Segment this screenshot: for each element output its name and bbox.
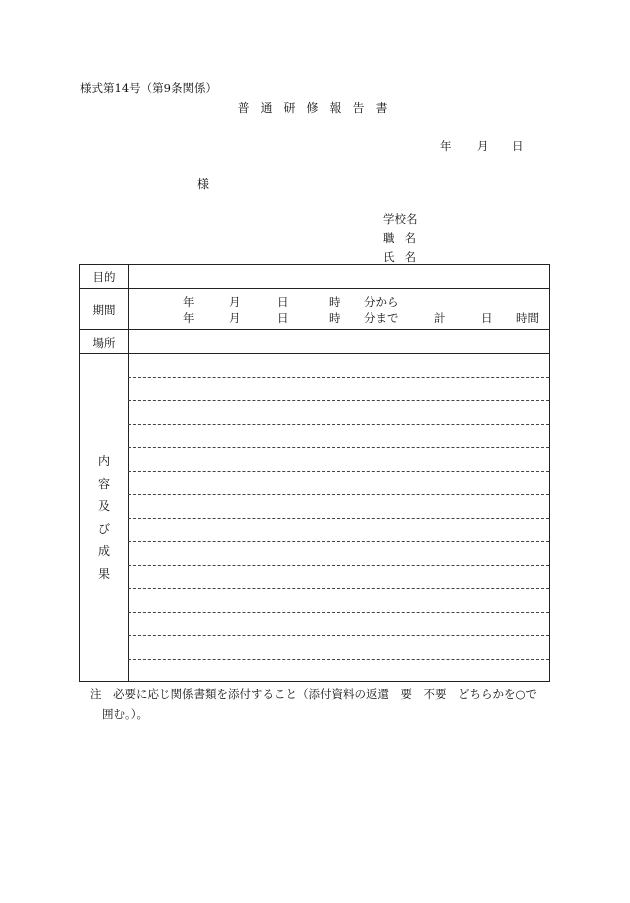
period-start-year: 年	[183, 295, 195, 309]
period-end-month: 月	[229, 311, 241, 325]
period-end-minute: 分まで	[364, 311, 399, 325]
period-label: 期間	[92, 303, 116, 317]
report-table	[79, 264, 550, 682]
date-month-label: 月	[477, 139, 489, 153]
period-total-day: 日	[481, 311, 493, 325]
content-line	[128, 565, 549, 566]
content-line	[128, 659, 549, 660]
period-end-day: 日	[277, 311, 289, 325]
content-label-char: 内	[97, 454, 110, 468]
attachment-note: 注 必要に応じ関係書類を添付すること（添付資料の返還 要 不要 どちらかを○で	[90, 687, 538, 701]
period-total-hours: 時間	[516, 311, 539, 325]
period-start-month: 月	[229, 295, 241, 309]
content-line	[128, 400, 549, 401]
row-divider-period	[80, 329, 549, 330]
content-line	[128, 471, 549, 472]
sender-school-label: 学校名	[383, 212, 418, 226]
place-label: 場所	[92, 336, 116, 350]
label-column-divider	[128, 265, 129, 681]
content-label-char: 容	[97, 476, 110, 491]
content-line	[128, 518, 549, 519]
content-line	[128, 541, 549, 542]
content-line	[128, 612, 549, 613]
period-end-hour: 時	[329, 311, 341, 325]
content-line	[128, 424, 549, 425]
addressee-suffix: 様	[197, 177, 210, 191]
period-start-minute: 分から	[364, 295, 399, 309]
content-label-char: 及	[97, 499, 110, 514]
row-divider-purpose	[80, 288, 549, 289]
sender-name-label: 氏名	[383, 250, 426, 264]
period-end-year: 年	[183, 311, 195, 325]
date-day-label: 日	[512, 139, 524, 153]
content-line	[128, 588, 549, 589]
form-number: 様式第14号（第9条関係）	[80, 81, 217, 95]
date-year-label: 年	[440, 139, 452, 153]
content-line	[128, 447, 549, 448]
content-label-char: び	[97, 521, 110, 536]
purpose-label: 目的	[92, 270, 116, 284]
document-title: 普通研修報告書	[237, 101, 399, 115]
content-line	[128, 494, 549, 495]
content-and-results-label	[80, 450, 128, 586]
period-start-hour: 時	[329, 295, 341, 309]
row-divider-place	[80, 353, 549, 354]
content-label-char: 成	[97, 544, 110, 559]
content-label-char: 果	[97, 566, 110, 581]
period-start-day: 日	[277, 295, 289, 309]
content-line	[128, 635, 549, 636]
content-line	[128, 377, 549, 378]
attachment-note-continued: 囲む。）。	[102, 707, 148, 721]
sender-post-label: 職名	[383, 231, 426, 245]
period-total-label: 計	[434, 311, 446, 325]
